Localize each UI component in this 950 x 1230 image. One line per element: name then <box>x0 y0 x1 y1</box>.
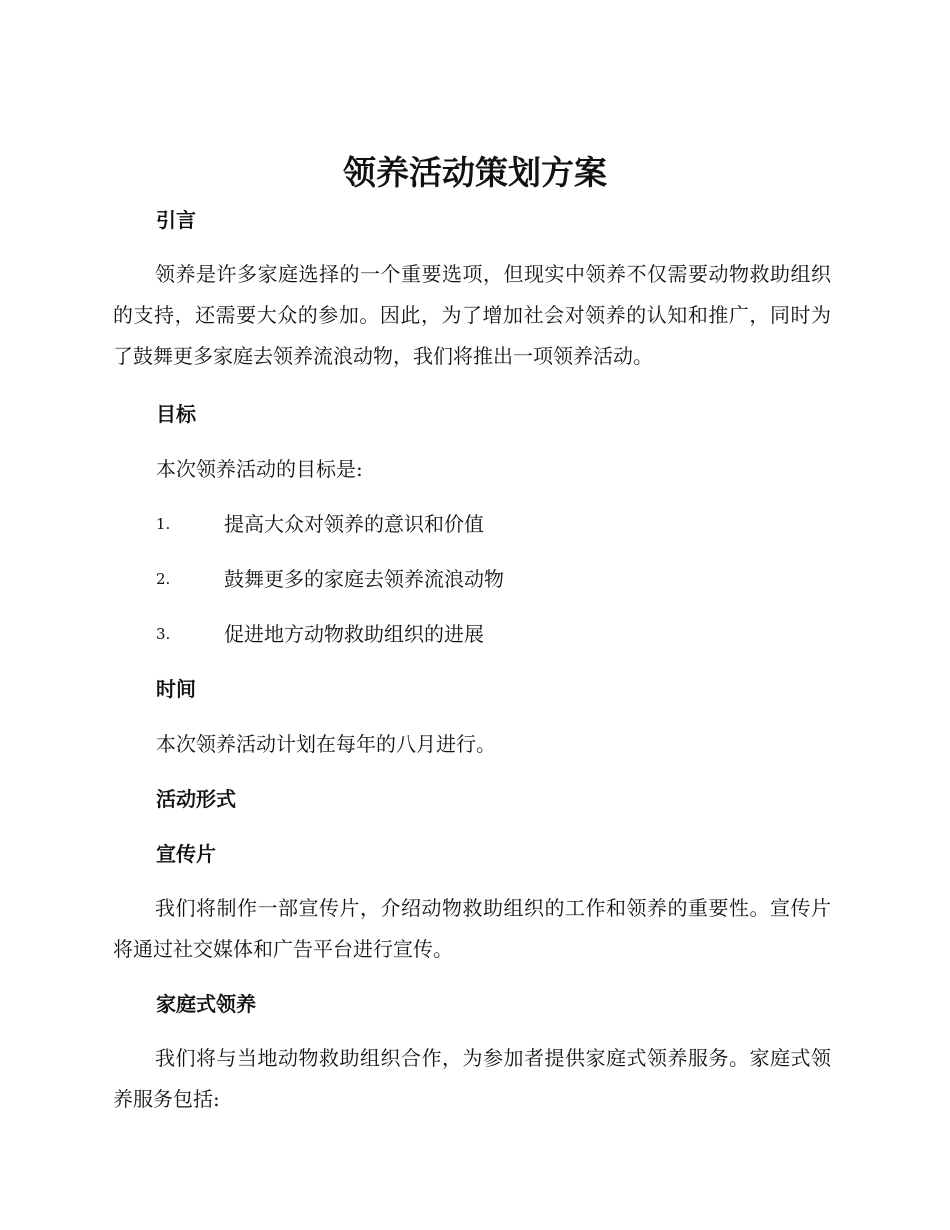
heading-intro: 引言 <box>156 208 196 232</box>
heading-format: 活动形式 <box>156 787 236 811</box>
list-number: 1. <box>156 515 171 533</box>
heading-goals: 目标 <box>156 402 196 426</box>
document-title: 领养活动策划方案 <box>343 153 607 192</box>
list-number: 2. <box>156 570 171 588</box>
heading-time: 时间 <box>156 677 196 701</box>
heading-home-adoption: 家庭式领养 <box>156 992 256 1016</box>
list-number: 3. <box>156 625 171 643</box>
goals-lead: 本次领养活动的目标是: <box>156 457 363 481</box>
list-text: 鼓舞更多的家庭去领养流浪动物 <box>224 567 504 591</box>
time-text: 本次领养活动计划在每年的八月进行。 <box>156 732 496 756</box>
list-text: 促进地方动物救助组织的进展 <box>224 622 484 646</box>
heading-promo: 宣传片 <box>156 842 216 866</box>
intro-paragraph: 领养是许多家庭选择的一个重要选项，但现实中领养不仅需要动物救助组织的支持，还需要大众的参加。因此，为了增加社会对领养的认知和推广，同时为了鼓舞更多家庭去领养流浪动物，我们将推出一项领养活动。 <box>113 262 831 368</box>
home-adoption-paragraph: 我们将与当地动物救助组织合作，为参加者提供家庭式领养服务。家庭式领养服务包括: <box>113 1046 831 1111</box>
promo-paragraph: 我们将制作一部宣传片，介绍动物救助组织的工作和领养的重要性。宣传片将通过社交媒体和广告平台进行宣传。 <box>113 896 831 961</box>
list-text: 提高大众对领养的意识和价值 <box>224 512 484 536</box>
